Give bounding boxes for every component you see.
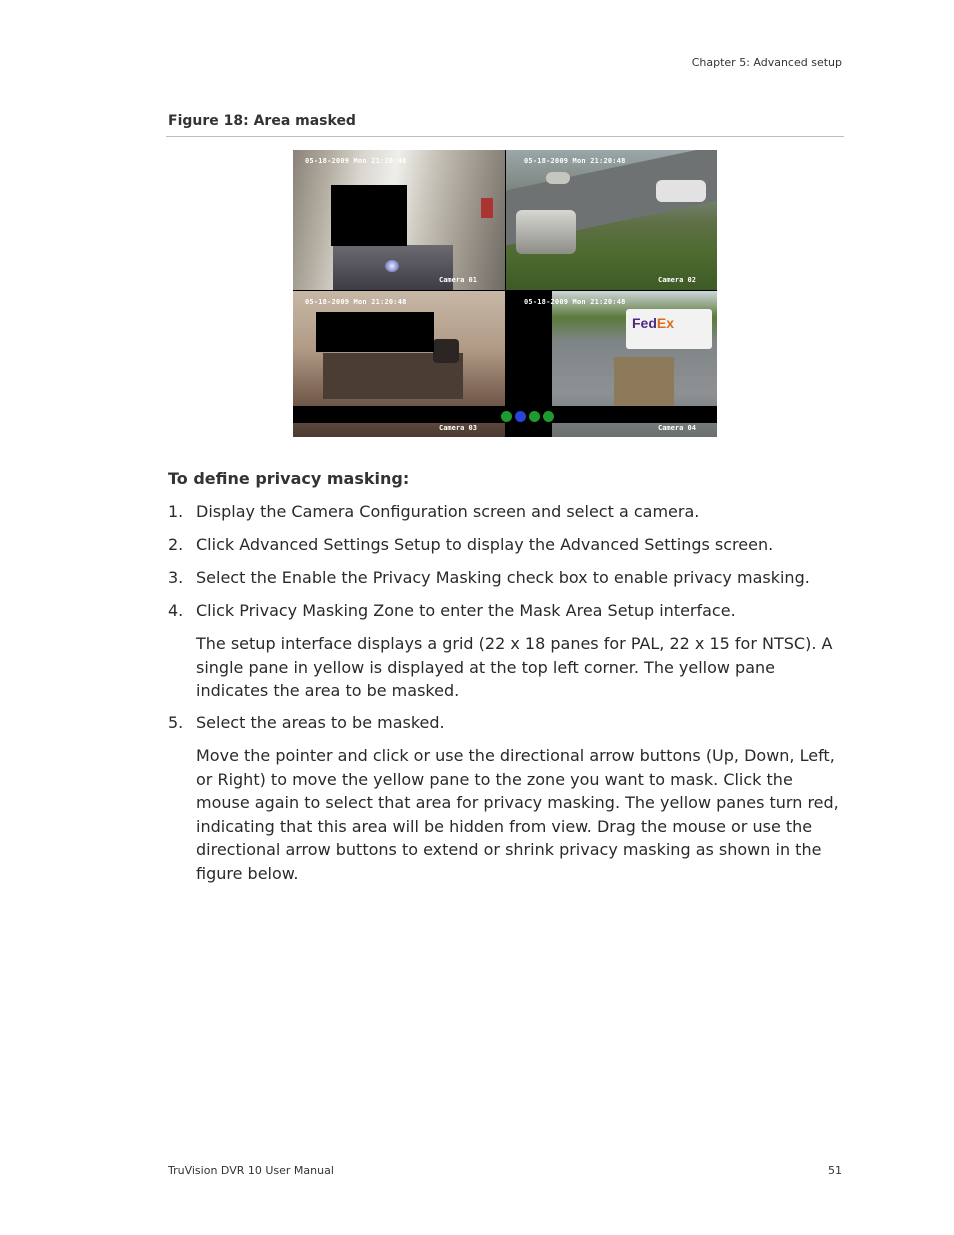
step-number: 1. — [168, 502, 184, 521]
camera-04-timestamp: 05-18-2009 Mon 21:20:48 — [524, 298, 626, 306]
camera-01-view — [293, 150, 505, 290]
step-number: 4. — [168, 601, 184, 620]
step-number: 3. — [168, 568, 184, 587]
delivery-truck — [626, 309, 712, 349]
stacked-boxes — [614, 357, 674, 409]
step-text: Select the Enable the Privacy Masking check box to enable privacy masking. — [196, 568, 810, 587]
camera-03-timestamp: 05-18-2009 Mon 21:20:48 — [305, 298, 407, 306]
footer-manual-title: TruVision DVR 10 User Manual — [168, 1164, 334, 1177]
status-indicator-icon — [529, 411, 540, 422]
procedure-title: To define privacy masking: — [168, 469, 410, 488]
camera-01-timestamp: 05-18-2009 Mon 21:20:48 — [305, 157, 407, 165]
camera-02-view — [506, 150, 717, 290]
step-number: 5. — [168, 713, 184, 732]
status-indicator-icon — [501, 411, 512, 422]
parked-car — [656, 180, 706, 202]
step-text: Click Advanced Settings Setup to display the Advanced Settings screen. — [196, 535, 774, 554]
office-chair — [433, 339, 459, 363]
step-text: Select the areas to be masked. — [196, 713, 445, 732]
floor-light-reflection — [385, 260, 399, 272]
camera-01-label: Camera 01 — [439, 276, 477, 284]
truck-logo — [632, 315, 674, 331]
step-number: 2. — [168, 535, 184, 554]
chapter-header: Chapter 5: Advanced setup — [691, 56, 842, 69]
status-indicator-icon — [515, 411, 526, 422]
figure-caption: Figure 18: Area masked — [168, 113, 356, 129]
truck-logo-fed: Fed — [632, 315, 657, 331]
suv — [516, 210, 576, 254]
camera-02-label: Camera 02 — [658, 276, 696, 284]
step-4-note: The setup interface displays a grid (22 x 18 panes for PAL, 22 x 15 for NTSC). A single pane in yellow is displayed at the top left corner. The yellow pane indicates the area to be masked. — [196, 634, 833, 700]
step-5-note: Move the pointer and click or use the directional arrow buttons (Up, Down, Left, or Right) to move the yellow pane to the zone you want to mask. Click the mouse again to select that area for privacy masking. The yellow panes turn red, indicating that this area will be hidden from view. Drag the mouse or use the directional arrow buttons to extend or shrink privacy masking as shown in the figure below. — [196, 746, 839, 883]
camera-03-label: Camera 03 — [439, 424, 477, 432]
footer-page-number: 51 — [828, 1164, 842, 1177]
dvr-quad-view-screenshot — [293, 150, 717, 437]
privacy-mask-camera-03 — [316, 312, 434, 352]
step-text: Click Privacy Masking Zone to enter the Mask Area Setup interface. — [196, 601, 736, 620]
step-text: Display the Camera Configuration screen and select a camera. — [196, 502, 700, 521]
camera-04-label: Camera 04 — [658, 424, 696, 432]
wall-sign — [481, 198, 493, 218]
parked-car — [546, 172, 570, 184]
truck-logo-ex: Ex — [656, 315, 675, 331]
status-indicator-icon — [543, 411, 554, 422]
caption-divider — [166, 136, 844, 137]
privacy-mask-camera-01 — [331, 185, 407, 246]
camera-02-timestamp: 05-18-2009 Mon 21:20:48 — [524, 157, 626, 165]
